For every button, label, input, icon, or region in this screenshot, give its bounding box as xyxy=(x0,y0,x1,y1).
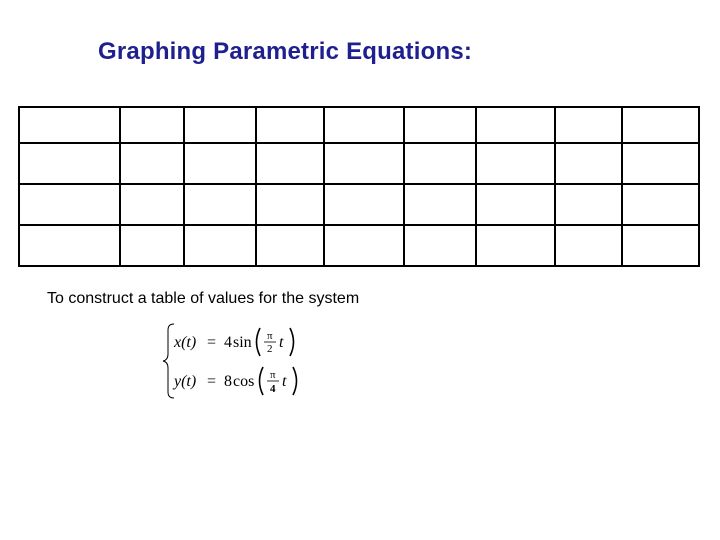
table-cell xyxy=(256,184,324,225)
table-cell xyxy=(184,143,256,184)
eq1-coef: 4 xyxy=(224,334,232,351)
eq2-lhs: y(t) xyxy=(174,373,197,390)
table-row xyxy=(19,225,699,266)
table-cell xyxy=(19,143,120,184)
eq1-func: sin xyxy=(233,334,252,351)
eq2-right-paren xyxy=(293,367,297,395)
left-brace xyxy=(163,324,174,398)
table-cell xyxy=(404,184,476,225)
table-cell xyxy=(555,107,622,143)
parametric-system-svg xyxy=(162,320,312,402)
table-cell xyxy=(555,225,622,266)
table-row xyxy=(19,184,699,225)
table-of-values xyxy=(18,106,700,267)
eq1-equals: = xyxy=(207,334,217,351)
eq2-left-paren xyxy=(260,367,264,395)
caption-text: To construct a table of values for the system xyxy=(47,290,360,307)
table-cell xyxy=(19,184,120,225)
table-cell xyxy=(19,225,120,266)
table-cell xyxy=(19,107,120,143)
table-cell xyxy=(120,143,184,184)
table-cell xyxy=(324,225,404,266)
table-cell xyxy=(555,143,622,184)
eq2-coef: 8 xyxy=(224,373,232,390)
table-cell xyxy=(256,225,324,266)
table-row xyxy=(19,143,699,184)
table-cell xyxy=(476,143,555,184)
table-cell xyxy=(404,107,476,143)
equation-x xyxy=(173,328,294,356)
table-cell xyxy=(120,184,184,225)
table-cell xyxy=(324,107,404,143)
eq1-right-paren xyxy=(290,328,294,356)
eq1-denominator: 2 xyxy=(267,343,273,355)
eq2-equals: = xyxy=(207,373,217,390)
table-cell xyxy=(622,184,699,225)
table-cell xyxy=(404,143,476,184)
table-row xyxy=(19,107,699,143)
eq1-left-paren xyxy=(257,328,261,356)
eq1-lhs: x(t) xyxy=(174,334,197,351)
table-cell xyxy=(256,107,324,143)
parametric-system xyxy=(162,320,312,402)
eq2-denominator: 4 xyxy=(270,383,276,395)
table-cell xyxy=(476,184,555,225)
table-cell xyxy=(120,107,184,143)
eq2-func: cos xyxy=(233,373,255,390)
table-cell xyxy=(184,184,256,225)
eq1-numerator: π xyxy=(267,330,273,342)
table-cell xyxy=(404,225,476,266)
table-cell xyxy=(184,107,256,143)
table-cell xyxy=(622,143,699,184)
table-cell xyxy=(120,225,184,266)
table-cell xyxy=(555,184,622,225)
table-cell xyxy=(184,225,256,266)
equation-y xyxy=(172,367,297,395)
table-cell xyxy=(476,225,555,266)
table-cell xyxy=(256,143,324,184)
table-cell xyxy=(622,225,699,266)
table-cell xyxy=(476,107,555,143)
eq1-var: t xyxy=(279,334,284,351)
page-title: Graphing Parametric Equations: xyxy=(98,38,473,65)
eq2-var: t xyxy=(282,373,287,390)
table-cell xyxy=(622,107,699,143)
eq2-numerator: π xyxy=(270,369,276,381)
table-cell xyxy=(324,184,404,225)
table-cell xyxy=(324,143,404,184)
